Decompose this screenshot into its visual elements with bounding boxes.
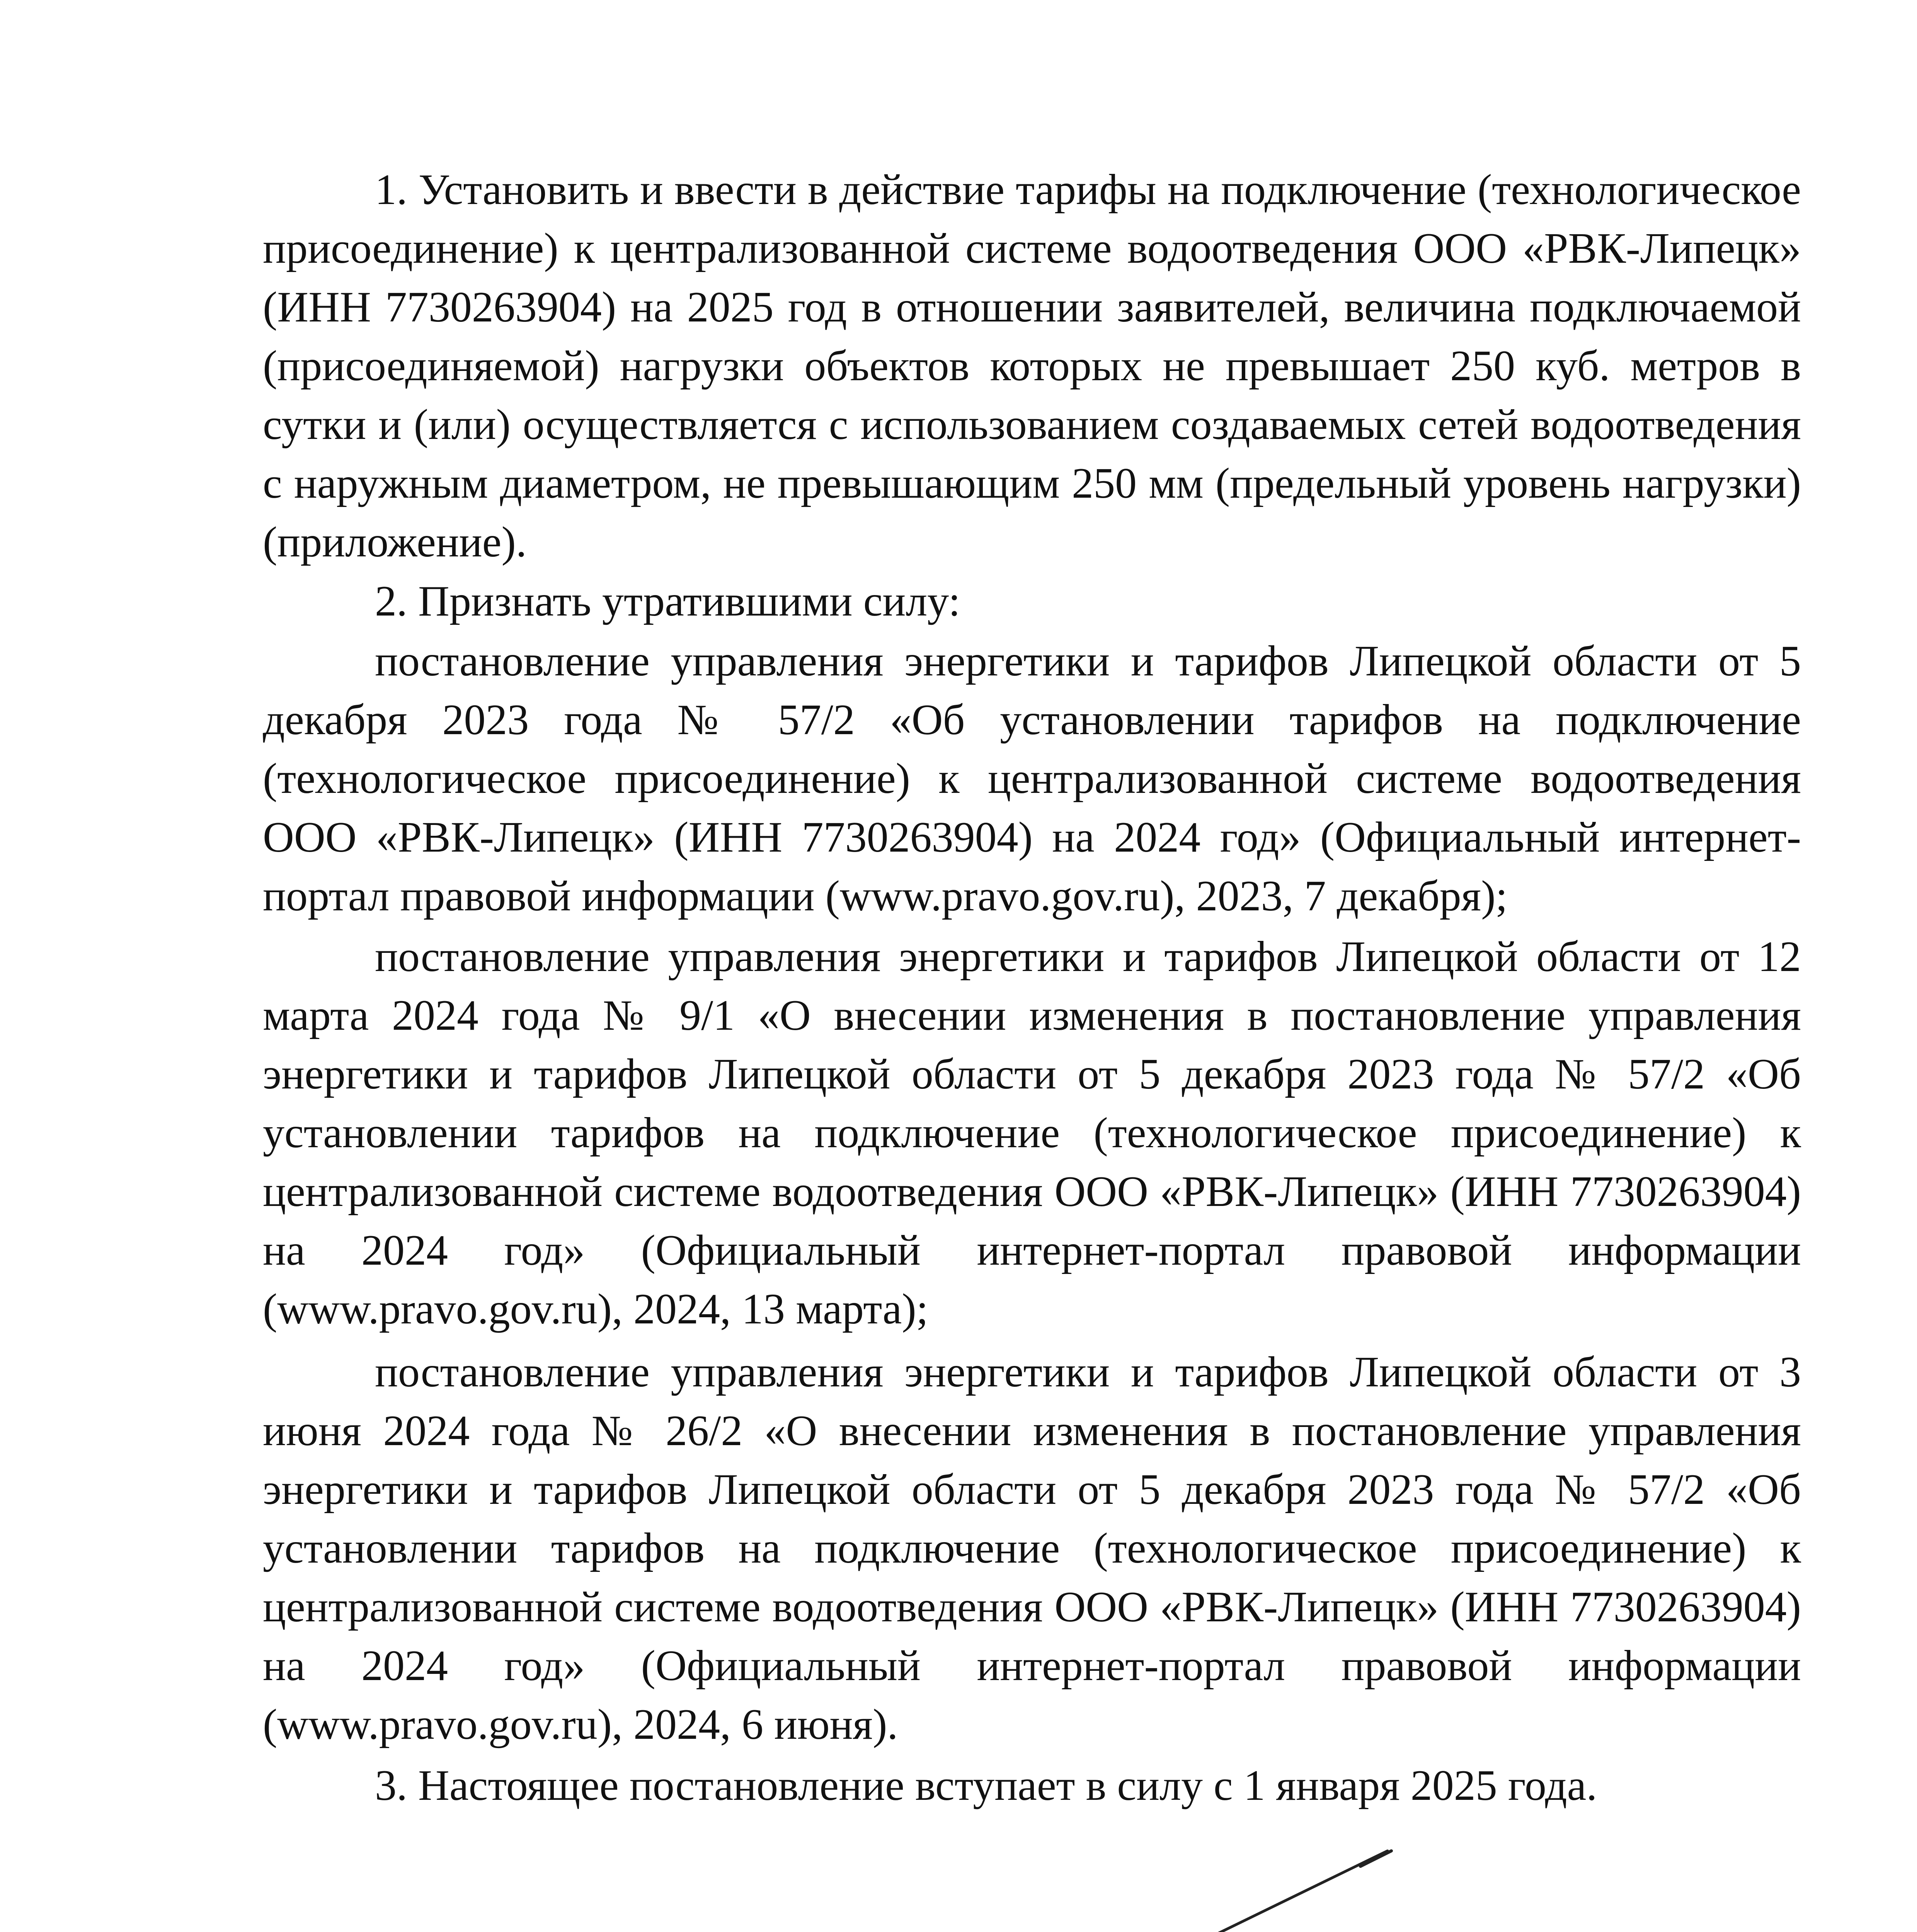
paragraph-1: 1. Установить и ввести в действие тарифы на подключение (технологическое присоединение) к централизованной системе водоотведения ООО «РВК-Липецк» (ИНН 7730263904) на 2025 год в отношении заявителей, величина подключаемой (присоединяемой) нагрузки объектов которых не превышает 250 куб. метров в сутки и (или) осуществляется с использованием создаваемых сетей водоотведения с наружным диаметром, не превышающим 250 мм (предельный уровень нагрузки) (приложение). [263,166,1801,566]
paragraph-2-item-2: постановление управления энергетики и тарифов Липецкой области от 12 марта 2024 года № 9/1 «О внесении изменения в постановление управления энергетики и тарифов Липецкой области от 5 декабря 2023 года № 57/2 «Об установлении тарифов на подключение (технологическое присоединение) к централизованной системе водоотведения ООО «РВК-Липецк» (ИНН 7730263904) на 2024 год» (Официальный интернет-портал правовой информации (www.pravo.gov.ru), 2024, 13 марта); [263,933,1801,1333]
paragraph-2: 2. Признать утратившими силу: [375,577,960,625]
paragraph-2-item-3: постановление управления энергетики и тарифов Липецкой области от 3 июня 2024 года № 26/2 «О внесении изменения в постановление управления энергетики и тарифов Липецкой области от 5 декабря 2023 года № 57/2 «Об установлении тарифов на подключение (технологическое присоединение) к централизованной системе водоотведения ООО «РВК-Липецк» (ИНН 7730263904) на 2024 год» (Официальный интернет-портал правовой информации (www.pravo.gov.ru), 2024, 6 июня). [263,1348,1801,1748]
signature-icon [754,1839,1449,1932]
paragraph-2-item-1: постановление управления энергетики и тарифов Липецкой области от 5 декабря 2023 года № 57/2 «Об установлении тарифов на подключение (технологическое присоединение) к централизованной системе водоотведения ООО «РВК-Липецк» (ИНН 7730263904) на 2024 год» (Официальный интернет-портал правовой информации (www.pravo.gov.ru), 2023, 7 декабря); [263,637,1801,920]
paragraph-3: 3. Настоящее постановление вступает в силу с 1 января 2025 года. [375,1762,1597,1810]
